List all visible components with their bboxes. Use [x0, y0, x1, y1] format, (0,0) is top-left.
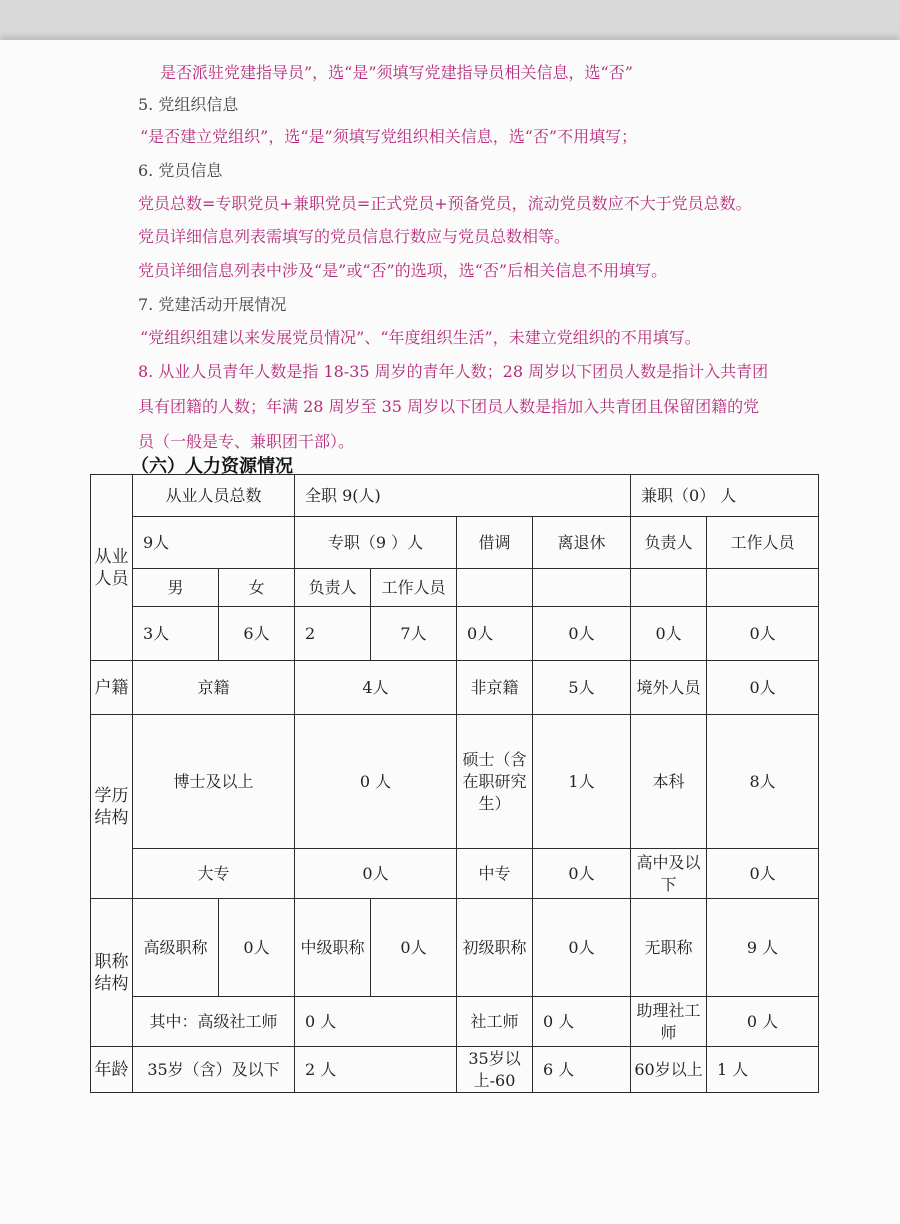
overseas-label: 境外人员: [631, 661, 707, 715]
note-heading-5: 5. 党组织信息: [138, 95, 239, 114]
table-row: [91, 849, 819, 899]
college-value: 0人: [295, 849, 457, 899]
highschool-value: 0人: [707, 849, 819, 899]
fulltime-dedicated: 专职（9 ）人: [295, 517, 457, 569]
seconded-label: 借调: [457, 517, 533, 569]
employees-label: 从业人员: [91, 475, 133, 661]
table-row: [91, 475, 819, 517]
over60-label: 60岁以上: [631, 1047, 707, 1093]
age-label: 年龄: [91, 1047, 133, 1093]
over60-value: 1 人: [707, 1047, 819, 1093]
table-row: [91, 715, 819, 849]
note-8b: 具有团籍的人数；年满 28 周岁至 35 周岁以下团员人数是指加入共青团且保留团籍的党: [138, 397, 760, 416]
section-title: （六）人力资源情况: [131, 456, 293, 477]
table-row: [91, 661, 819, 715]
mid-age-value: 6 人: [533, 1047, 631, 1093]
note-8a: 8. 从业人员青年人数是指 18-35 周岁的青年人数；28 周岁以下团员人数是指计入共青团: [138, 362, 769, 381]
fulltime-label: 全职 9(人): [295, 475, 631, 517]
highschool-label: 高中及以下: [631, 849, 707, 899]
junior-title-value: 0人: [533, 899, 631, 997]
male-label: 男: [133, 569, 219, 607]
empty-cell: [457, 569, 533, 607]
senior-title-value: 0人: [219, 899, 295, 997]
table-row: [91, 517, 819, 569]
table-row: [91, 1047, 819, 1093]
male-value: 3人: [133, 607, 219, 661]
employees-total-label: 从业人员总数: [133, 475, 295, 517]
hukou-label: 户籍: [91, 661, 133, 715]
master-value: 1人: [533, 715, 631, 849]
middle-title-label: 中级职称: [295, 899, 371, 997]
non-beijing-value: 5人: [533, 661, 631, 715]
hr-table: [90, 474, 819, 1093]
table-row: [91, 997, 819, 1047]
note-7: “党组织组建以来发展党员情况”、“年度组织生活”，未建立党组织的不用填写。: [140, 328, 701, 347]
empty-cell: [533, 569, 631, 607]
secondary-value: 0人: [533, 849, 631, 899]
phd-value: 0 人: [295, 715, 457, 849]
beijing-value: 4人: [295, 661, 457, 715]
title-label: 职称结构: [91, 899, 133, 1047]
parttime-staff-label: 工作人员: [707, 517, 819, 569]
master-label: 硕士（含在职研究生）: [457, 715, 533, 849]
table-row: [91, 569, 819, 607]
mid-age-label: 35岁以上-60: [457, 1047, 533, 1093]
no-title-value: 9 人: [707, 899, 819, 997]
empty-cell: [707, 569, 819, 607]
employees-total-value: 9人: [133, 517, 295, 569]
female-value: 6人: [219, 607, 295, 661]
empty-cell: [631, 569, 707, 607]
senior-social-worker-value: 0 人: [295, 997, 457, 1047]
note-6c: 党员详细信息列表中涉及“是”或“否”的选项，选“否”后相关信息不用填写。: [138, 261, 668, 280]
overseas-value: 0人: [707, 661, 819, 715]
note-8c: 员（一般是专、兼职团干部）。: [138, 432, 355, 451]
college-label: 大专: [133, 849, 295, 899]
note-6a: 党员总数=专职党员+兼职党员=正式党员+预备党员，流动党员数应不大于党员总数。: [138, 194, 752, 213]
note-cut-line: 是否派驻党建指导员”，选“是”须填写党建指导员相关信息，选“否”: [160, 63, 633, 82]
secondary-label: 中专: [457, 849, 533, 899]
assistant-social-worker-label: 助理社工师: [631, 997, 707, 1047]
bachelor-label: 本科: [631, 715, 707, 849]
beijing-label: 京籍: [133, 661, 295, 715]
retired-value: 0人: [533, 607, 631, 661]
social-worker-label: 社工师: [457, 997, 533, 1047]
table-row: [91, 607, 819, 661]
seconded-value: 0人: [457, 607, 533, 661]
fulltime-head-value: 2: [295, 607, 371, 661]
parttime-label: 兼职（0） 人: [631, 475, 819, 517]
retired-label: 离退休: [533, 517, 631, 569]
middle-title-value: 0人: [371, 899, 457, 997]
under35-label: 35岁（含）及以下: [133, 1047, 295, 1093]
table-row: [91, 899, 819, 997]
phd-label: 博士及以上: [133, 715, 295, 849]
social-worker-value: 0 人: [533, 997, 631, 1047]
junior-title-label: 初级职称: [457, 899, 533, 997]
under35-value: 2 人: [295, 1047, 457, 1093]
senior-social-worker-label: 其中：高级社工师: [133, 997, 295, 1047]
parttime-staff-value: 0人: [707, 607, 819, 661]
fulltime-staff-value: 7人: [371, 607, 457, 661]
assistant-social-worker-value: 0 人: [707, 997, 819, 1047]
note-heading-7: 7. 党建活动开展情况: [138, 295, 287, 314]
parttime-head-label: 负责人: [631, 517, 707, 569]
education-label: 学历结构: [91, 715, 133, 899]
note-6b: 党员详细信息列表需填写的党员信息行数应与党员总数相等。: [138, 227, 571, 246]
fulltime-staff-label: 工作人员: [371, 569, 457, 607]
note-5: “是否建立党组织”，选“是”须填写党组织相关信息，选“否”不用填写；: [140, 127, 638, 146]
senior-title-label: 高级职称: [133, 899, 219, 997]
fulltime-head-label: 负责人: [295, 569, 371, 607]
bachelor-value: 8人: [707, 715, 819, 849]
note-heading-6: 6. 党员信息: [138, 161, 223, 180]
female-label: 女: [219, 569, 295, 607]
parttime-head-value: 0人: [631, 607, 707, 661]
no-title-label: 无职称: [631, 899, 707, 997]
non-beijing-label: 非京籍: [457, 661, 533, 715]
